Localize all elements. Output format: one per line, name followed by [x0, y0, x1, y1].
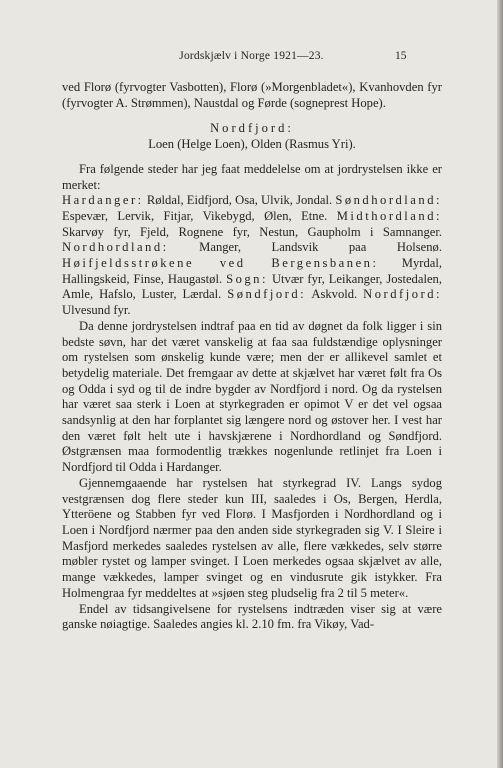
region-places: Skarvøy fyr, Fjeld, Rognene fyr, Nestun, Gaupholm i Samnanger. [62, 224, 442, 239]
paragraph-timing: Endel av tidsangivelsene for rystelsens indtræden viser sig at være ganske nøiagtige. Saaledes angies kl. 2.10 fm. fra Vikøy, Vad- [62, 601, 442, 632]
not-felt-intro: Fra følgende steder har jeg faat meddelelse om at jordrystelsen ikke er merket: [62, 161, 442, 192]
section-heading-nordfjord: Nordfjord: [210, 121, 294, 136]
region-places: Myrdal, Hallingskeid, Finse, Haugastøl. [62, 256, 443, 286]
region-places: Espevær, Lervik, Fitjar, Vikebygd, Ølen, Etne. [62, 208, 337, 223]
region-places: Askvold. [306, 287, 364, 302]
region-name: Sogn: [226, 271, 268, 286]
region-name: Søndfjord: [227, 287, 307, 302]
running-head: Jordskjælv i Norge 1921—23. [179, 50, 324, 62]
body-text [62, 80, 442, 633]
region-places: Røldal, Eidfjord, Osa, Ulvik, Jondal. [143, 193, 336, 208]
region-name: Høifjeldsstrøkene ved Bergensbanen: [62, 256, 379, 271]
region-name: Nordhordland: [62, 240, 169, 255]
region-name: Søndhordland: [335, 193, 442, 208]
nordfjord-places-line: Loen (Helge Loen), Olden (Rasmus Yri). [148, 137, 356, 152]
paragraph-not-felt-list [62, 162, 442, 319]
region-places: Ulvesund fyr. [62, 303, 131, 318]
region-name: Nordfjord: [363, 287, 442, 302]
region-list [62, 193, 442, 317]
paragraph-extent: Da denne jordrystelsen indtraf paa en tid av døgnet da folk ligger i sin bedste søvn, har det været vanskelig at faa saa fuldstændige oplysninger om rystelsen som ønskelig kunde være; men der er allikevel samlet et betydelig materiale. Det fremgaar av dette at skjælvet har været følt fra Os og Odda i syd og til de indre bygder av Nordfjord i nord. Og da rystelsen har været saa sterk i Loen at styrkegraden er opimot V er det vel ogsaa sandsynlig at den har forplantet sig længere nord og østover her. I vest har den været følt helt ute i havskjærene i Nordhordland og Søndfjord. Østgrænsen maa formodentlig trækkes nogenlunde retlinjet fra Loen i Nordfjord til Odda i Hardanger. [62, 318, 442, 475]
paragraph-florø-continuation: ved Florø (fyrvogter Vasbotten), Florø (»Morgenbladet«), Kvanhovden fyr (fyrvogter A. Strømmen), Naustdal og Førde (sogneprest Hope). [62, 80, 442, 110]
page-header [0, 50, 503, 66]
paragraph-intensity: Gjennemgaaende har rystelsen hat styrkegrad IV. Langs sydog vestgrænsen dog flere steder kun III, saaledes i Os, Bergen, Herdla, Ytteröene og Stabben fyr ved Florø. I Masfjorden i Nordhordland og i Loen i Nordfjord nærmer paa den anden side styrkegraden sig V. I Sleire i Masfjord merkedes saaledes rystelsen av alle, flere vækkedes, selv større møbler rystet og lamper svinget. I Loen merkedes ogsaa skjælvet av alle, mange vækkedes, lamper svinget og en vindusrute gik istykker. Fra Holmengraa fyr meddeltes at »sjøen steg pludselig fra 2 til 5 meter«. [62, 475, 442, 600]
region-name: Midthordland: [336, 208, 442, 223]
page-number: 15 [395, 50, 407, 62]
region-places: Utvær fyr, Leikanger, Jostedalen, Amle, Hafslo, Luster, Lærdal. [62, 271, 442, 302]
page-edge-shadow [497, 0, 503, 768]
region-places: Manger, Landsvik paa Holsenø. [168, 240, 442, 255]
region-name: Hardanger: [62, 193, 144, 208]
